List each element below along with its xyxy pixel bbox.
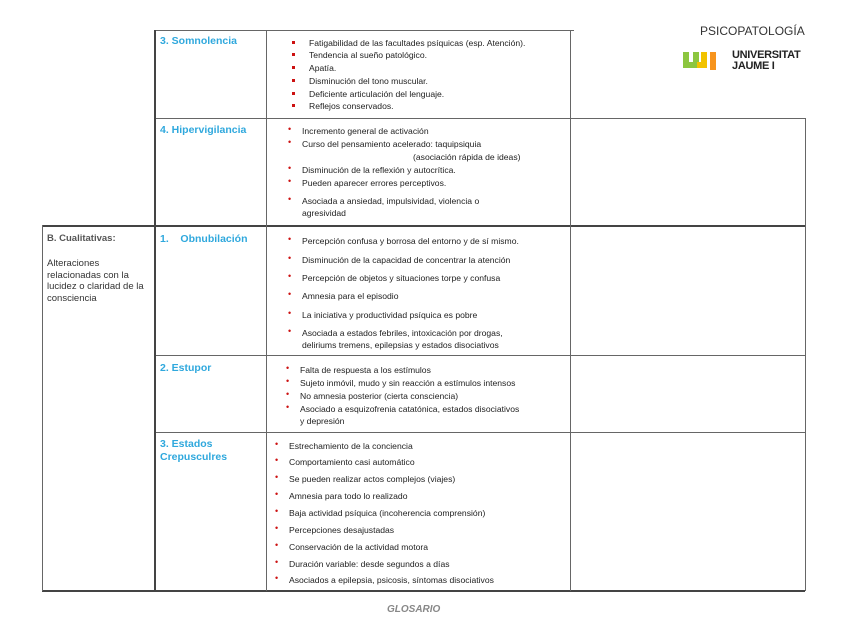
- column-divider: [266, 30, 267, 591]
- university-name-line2: JAUME I: [732, 60, 775, 72]
- list-item: Duración variable: desde segundos a días: [289, 559, 450, 569]
- bullet-icon: •: [286, 389, 290, 399]
- bullet-icon: [292, 66, 295, 69]
- list-item: Apatía.: [309, 63, 337, 73]
- row-divider: [154, 355, 805, 356]
- bullet-icon: [292, 79, 295, 82]
- list-item: Disminución de la capacidad de concentrar la atención: [302, 255, 511, 265]
- bullet-icon: •: [275, 472, 279, 482]
- list-item: No amnesia posterior (cierta consciencia): [300, 391, 459, 401]
- category-description: Alteraciones relacionadas con la lucidez o claridad de la consciencia: [47, 258, 144, 304]
- bullet-icon: [292, 53, 295, 56]
- bullet-icon: [292, 41, 295, 44]
- footer-label: GLOSARIO: [387, 604, 441, 615]
- bullet-icon: •: [288, 124, 292, 134]
- bullet-icon: •: [288, 253, 292, 263]
- column-divider: [570, 30, 571, 591]
- list-item: Pueden aparecer errores perceptivos.: [302, 178, 447, 188]
- column-divider: [42, 225, 43, 591]
- table-top-border: [154, 30, 574, 31]
- bullet-icon: •: [286, 376, 290, 386]
- list-item: Tendencia al sueño patológico.: [309, 50, 428, 60]
- bullet-icon: •: [288, 194, 292, 204]
- list-item: Percepción de objetos y situaciones torpe y confusa: [302, 273, 501, 283]
- list-item: Baja actividad psíquica (incoherencia comprensión): [289, 508, 486, 518]
- list-item: Amnesia para todo lo realizado: [289, 491, 408, 501]
- bullet-icon: •: [288, 176, 292, 186]
- bullet-icon: •: [288, 289, 292, 299]
- list-item: La iniciativa y productividad psíquica es pobre: [302, 310, 478, 320]
- bullet-icon: [292, 104, 295, 107]
- bullet-icon: •: [288, 234, 292, 244]
- bullet-icon: [292, 92, 295, 95]
- bullet-icon: •: [275, 557, 279, 567]
- bullet-icon: •: [275, 455, 279, 465]
- list-item: Reflejos conservados.: [309, 101, 394, 111]
- list-item: Asociada a estados febriles, intoxicación por drogas,: [302, 328, 503, 338]
- category-title: B. Cualitativas:: [47, 233, 116, 244]
- list-item: Asociado a esquizofrenia catatónica, estados disociativos: [300, 404, 520, 414]
- list-item: Asociada a ansiedad, impulsividad, violencia o: [302, 196, 480, 206]
- row-heading: 2. Estupor: [160, 362, 212, 374]
- list-item: Comportamiento casi automático: [289, 457, 415, 467]
- list-item: Percepción confusa y borrosa del entorno y de sí mismo.: [302, 236, 519, 246]
- column-divider: [805, 118, 806, 591]
- bullet-icon: •: [288, 137, 292, 147]
- list-item: Fatigabilidad de las facultades psíquicas (esp. Atención).: [309, 38, 526, 48]
- row-heading: 1. Obnubilación: [160, 233, 248, 245]
- list-item: Se pueden realizar actos complejos (viajes): [289, 474, 456, 484]
- list-item: Percepciones desajustadas: [289, 525, 395, 535]
- bullet-icon: •: [275, 540, 279, 550]
- bullet-icon: •: [275, 439, 279, 449]
- list-item: Disminución del tono muscular.: [309, 76, 428, 86]
- list-item: Amnesia para el episodio: [302, 291, 399, 301]
- list-item: Disminución de la reflexión y autocrítica.: [302, 165, 456, 175]
- list-item-continuation: (asociación rápida de ideas): [413, 152, 521, 162]
- row-heading: 3. Somnolencia: [160, 35, 238, 47]
- list-item: Sujeto inmóvil, mudo y sin reacción a estímulos intensos: [300, 378, 516, 388]
- row-heading: 3. Estados: [160, 438, 213, 450]
- row-divider: [42, 225, 805, 227]
- bullet-icon: •: [275, 573, 279, 583]
- uji-logo: [683, 48, 729, 74]
- list-item: Deficiente articulación del lenguaje.: [309, 89, 445, 99]
- bullet-icon: •: [275, 489, 279, 499]
- table-bottom-border: [42, 590, 805, 592]
- list-item: Incremento general de activación: [302, 126, 429, 136]
- list-item: Conservación de la actividad motora: [289, 542, 429, 552]
- bullet-icon: •: [288, 163, 292, 173]
- column-divider: [154, 30, 156, 591]
- bullet-icon: •: [286, 402, 290, 412]
- bullet-icon: •: [288, 271, 292, 281]
- bullet-icon: •: [275, 523, 279, 533]
- list-item: Falta de respuesta a los estímulos: [300, 365, 431, 375]
- header-title: PSICOPATOLOGÍA: [700, 24, 805, 38]
- row-divider: [154, 118, 805, 119]
- list-item-continuation: y depresión: [300, 416, 345, 426]
- bullet-icon: •: [288, 308, 292, 318]
- bullet-icon: •: [286, 363, 290, 373]
- list-item: Asociados a epilepsia, psicosis, síntomas disociativos: [289, 575, 494, 585]
- list-item: Curso del pensamiento acelerado: taquipsiquia: [302, 139, 482, 149]
- row-heading-line2: Crepusculres: [160, 451, 228, 463]
- list-item-continuation: deliriums tremens, epilepsias y estados disociativos: [302, 340, 499, 350]
- list-item-continuation: agresividad: [302, 208, 346, 218]
- list-item: Estrechamiento de la conciencia: [289, 441, 413, 451]
- row-heading: 4. Hipervigilancia: [160, 124, 247, 136]
- row-divider: [154, 432, 805, 433]
- university-name-line1: UNIVERSITAT: [732, 49, 801, 61]
- bullet-icon: •: [288, 326, 292, 336]
- bullet-icon: •: [275, 506, 279, 516]
